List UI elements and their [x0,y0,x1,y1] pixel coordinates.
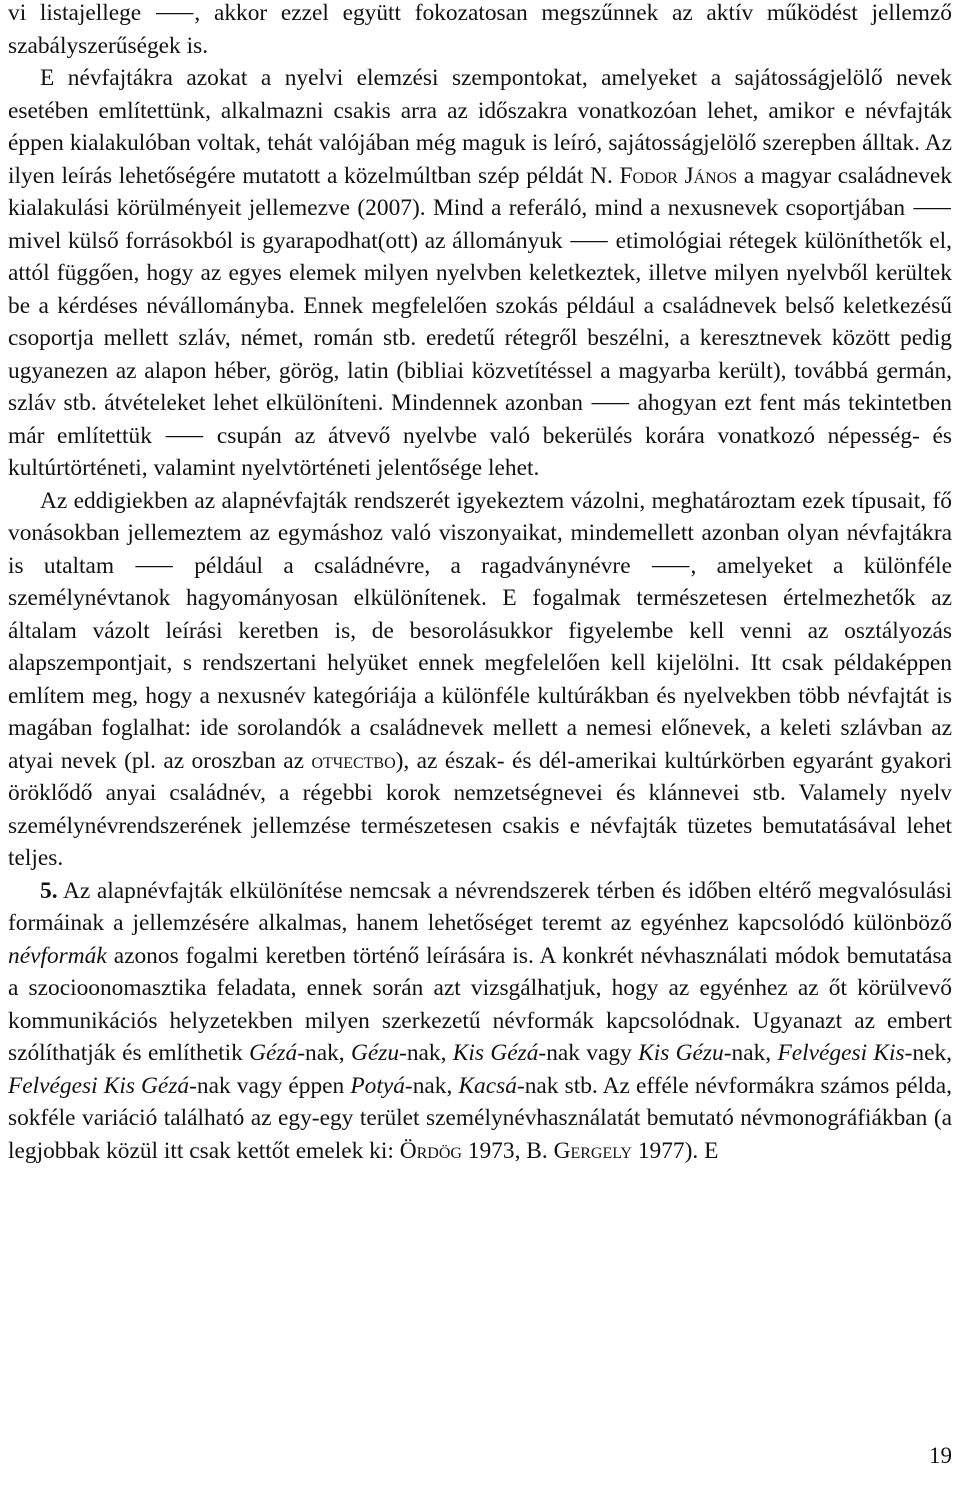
text-run: -nak, [404,1072,459,1099]
text-run: a magyar családnevek kialakulási körülményeit jellemezve (2007). Mind a referáló, mind a nexusnevek csoportjában ⸺ mivel külső forrásokból is gyarapodhat(ott) az állományuk ⸺ etimológiai rétegek különíthetők el, attól függően, hogy az egyes elemek milyen nyelvben keletkeztek, illetve milyen nyelvből kerültek be a kérdéses névállományba. Ennek megfelelően szokás például a családnevek belső keletkezésű csoportja mellett szláv, német, román stb. eredetű rétegről beszélni, a keresztnevek között pedig ugyanezen az alapon héber, görög, latin (bibliai közvetítéssel a magyarba került), továbbá germán, szláv stb. átvételeket lehet elkülöníteni. Mindennek azonban ⸺ ahogyan ezt fent más tekintetben már említettük ⸺ csupán az átvevő nyelvbe való bekerülés korára vonatkozó népesség- és kultúrtörténeti, valamint nyelvtörténeti jelentősége lehet. [8,162,953,481]
paragraph [8,62,952,485]
bold-run: 5. [40,877,58,904]
italic-run: Potyá [350,1072,405,1099]
text-run: E névfajtákra azokat a nyelvi elemzési szempontokat, amelyeket a sajátosságjelölő nevek esetében említettünk, alkalmazni csakis arra az időszakra vonatkozóan lehet, amikor e névfajták éppen kialakulóban voltak, tehát valójában még maguk is leíró, sajátosságjelölő szerepben álltak. Az ilyen leírás lehetőségére mutatott a közelmúltban szép példát N. [8,65,952,189]
text-run: azonos fogalmi keretben történő leírására is. A konkrét névhasználati módok bemutatása a szocioonomasztika feladata, ennek során azt vizsgálhatjuk, hogy az egyénhez az őt körülvevő kommunikációs helyzetekben milyen szerkezetű névformák kapcsolódnak. Ugyanazt az embert szólíthatják és említhetik [8,942,952,1066]
text-run: -nak, [723,1040,778,1066]
text-run: Az alapnévfajták elkülönítése nemcsak a névrendszerek térben és időben eltérő megvalósulási formáinak a jellemzésére alkalmas, hanem lehetőséget teremt az egyénhez kapcsolódó különböző [8,877,952,936]
italic-run: Gézu [350,1040,400,1066]
small-caps-run: Gergely [553,1137,632,1164]
small-caps-run: Fodor János [619,162,738,189]
text-run: -nak stb. Az efféle névformákra számos példa, sokféle variáció található az egy-egy terület személynévhasználatát bemutató névmonográfiákban (a legjobbak közül itt csak kettőt emelek ki: [8,1072,952,1164]
italic-run: Kis Gézu [638,1040,724,1066]
body-text [8,0,952,1167]
text-run: 1977). E [631,1137,719,1164]
italic-run: Gézá [249,1040,298,1066]
text-run: -nak vagy éppen [189,1072,351,1099]
italic-run: Kis Gézá [452,1040,539,1066]
text-run: Az eddigiekben az alapnévfajták rendszerét igyekeztem vázolni, meghatároztam ezek típusait, fő vonásokban jellemeztem az egymáshoz való viszonyaikat, mindemellett azonban olyan névfajtákra is utaltam ⸺ például a családnévre, a ragadványnévre ⸺, amelyeket a különféle személynévtanok hagyományosan elkülönítenek. E fogalmak természetesen értelmezhetők az általam vázolt leírási keretben is, de besorolásukkor figyelembe kell venni az osztályozás alapszempontjait, s rendszertani helyüket ennek megfelelően kell kijelölni. Itt csak példaképpen említem meg, hogy a nexusnév kategóriája a különféle kultúrákban és nyelvekben több névfajtát is magában foglalhat: ide sorolandók a családnevek mellett a nemesi előnevek, a keleti szlávban az atyai nevek (pl. az oroszban az [8,487,952,774]
paragraph [8,875,952,1168]
page-number: 19 [929,1443,952,1468]
italic-run: Felvégesi Kis [777,1040,905,1066]
paragraph [8,485,952,875]
text-run: -nak, [399,1040,453,1066]
text-run: -nak vagy [538,1040,639,1066]
text-run: -nak, [297,1040,351,1066]
text-run: vi listajellege ⸺, akkor ezzel együtt fokozatosan megszűnnek az aktív működést jellemző szabályszerűségek is. [8,0,952,59]
italic-run: névformák [8,942,107,969]
text-run: ), az észak- és dél-amerikai kultúrkörben egyaránt gyakori öröklődő anyai családnév, a régebbi korok nemzetségnevei és klánnevei stb. Valamely nyelv személynévrendszerének jellemzése természetesen csakis e névfajták tüzetes bemutatásával lehet teljes. [8,747,952,871]
italic-run: Kacsá [458,1072,517,1099]
text-run: -nek, [904,1040,953,1066]
italic-run: Felvégesi Kis Gézá [8,1072,190,1099]
text-run: 1973, B. [461,1137,554,1164]
small-caps-run: отчество [311,747,396,774]
small-caps-run: Ördög [399,1137,462,1164]
paragraph [8,0,952,62]
